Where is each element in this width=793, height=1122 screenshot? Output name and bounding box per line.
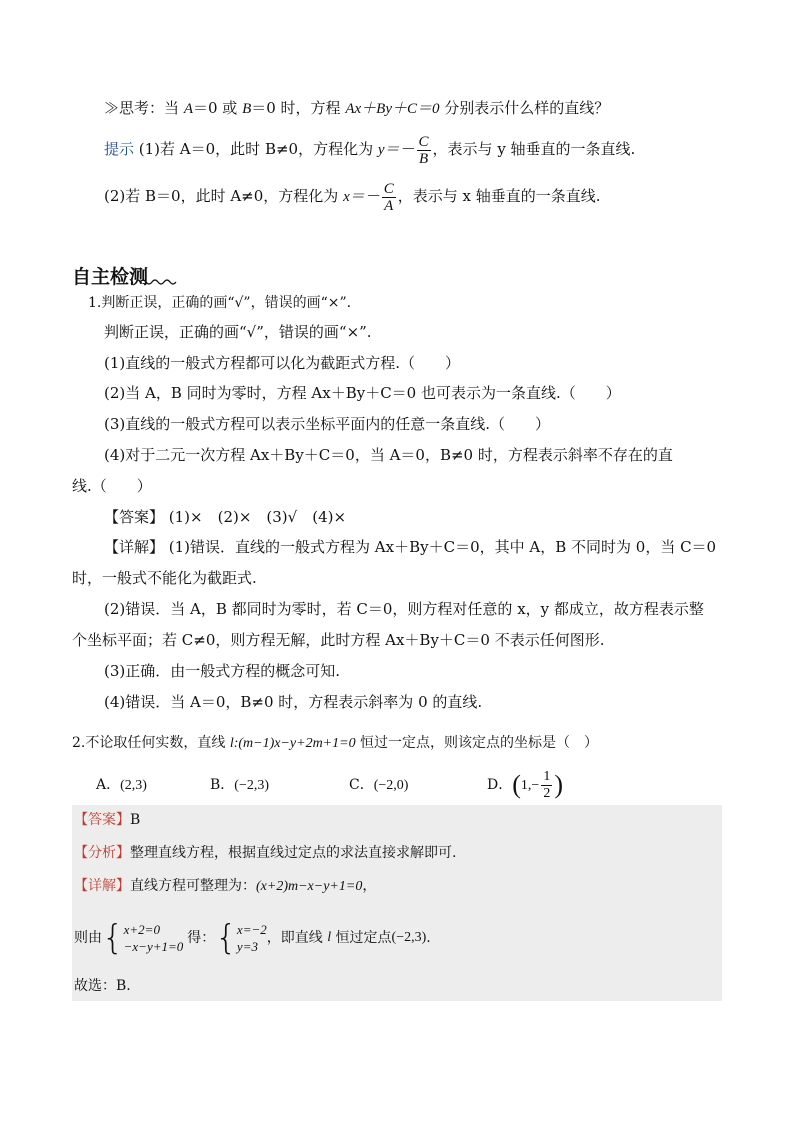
think-line [104, 98, 609, 119]
option-label: C． [349, 777, 374, 793]
fraction-denominator: B [418, 150, 429, 167]
equation-system-2 [237, 921, 267, 955]
fraction-denominator: A [384, 197, 394, 214]
answer-label: 【答案】 [74, 812, 130, 828]
system-text: 恒过定点 [331, 930, 392, 946]
q1-item-1: (1)直线的一般式方程都可以化为截距式方程.（ ） [104, 354, 461, 372]
q1-detail-3: (3)正确．由一般式方程的概念可知. [104, 662, 341, 680]
detail-label: 【详解】 [74, 878, 130, 894]
q2-choose: 故选：B. [74, 978, 131, 994]
system-eq: y=3 [236, 939, 258, 954]
detail-label: 【详解】 [104, 538, 165, 556]
line-var: l [327, 930, 332, 945]
q2-option-c [349, 773, 408, 798]
system-text: 则由 [74, 930, 102, 946]
equation: Ax＋By＋C＝0 [345, 101, 440, 117]
q1-item-4-cont: 线.（ ） [72, 477, 152, 495]
fraction-denominator: 2 [543, 785, 551, 801]
q1-item-2: (2)当 A，B 同时为零时，方程 Ax＋By＋C＝0 也可表示为一条直线.（ ） [104, 384, 621, 402]
option-label: D． [487, 777, 513, 793]
q2-system [74, 918, 431, 958]
paren-left: ( [512, 770, 521, 799]
hint-line-1 [104, 132, 635, 167]
q2-option-b [210, 773, 269, 798]
hint-label: 提示 [104, 140, 135, 158]
hint-line-2 [104, 179, 601, 214]
think-text: 分别表示什么样的直线？ [439, 99, 610, 117]
q1-detail-2: (2)错误．当 A，B 都同时为零时，若 C＝0，则方程对任意的 x，y 都成立，故方程表示整 [104, 600, 704, 618]
answer-text: (1)× (2)× (3)√ (4)× [164, 508, 347, 526]
q2-analysis [74, 843, 456, 863]
q2-option-d [487, 768, 563, 803]
fixed-point: (−2,3) [391, 930, 427, 945]
option-value: 1,− [520, 778, 540, 793]
q1-answer [104, 507, 346, 527]
detail-text: ， [362, 878, 377, 894]
option-value: (−2,0) [373, 778, 409, 793]
q2-stem-text: 2.不论取任何实数，直线 [72, 735, 230, 751]
fraction [541, 769, 552, 802]
fraction-numerator: C [418, 133, 429, 150]
hint-text: (2)若 B＝0，此时 A≠0，方程化为 [104, 187, 344, 205]
q1-detail-2-cont: 个坐标平面；若 C≠0，则方程无解，此时方程 Ax＋By＋C＝0 不表示任何图形. [72, 631, 605, 649]
hint-text: ，表示与 x 轴垂直的一条直线. [397, 187, 601, 205]
var-b: B [242, 101, 252, 117]
brace-icon: { [215, 918, 237, 958]
section-heading: 自主检测 [72, 266, 149, 288]
q2-stem-text: 恒过一定点，则该定点的坐标是（ ） [355, 735, 599, 751]
fraction-numerator: C [383, 180, 394, 197]
q1-detail-4: (4)错误．当 A＝0，B≠0 时，方程表示斜率为 0 的直线. [104, 693, 483, 711]
think-label: 思考： [119, 99, 165, 117]
paren-right: ) [554, 770, 563, 799]
analysis-text: 整理直线方程，根据直线过定点的求法直接求解即可. [130, 845, 457, 861]
think-marker: ≫ [104, 99, 120, 117]
q1-instruction: 判断正误，正确的画“√”，错误的画“×”. [104, 323, 372, 341]
q1-item-4: (4)对于二元一次方程 Ax＋By＋C＝0，当 A＝0，B≠0 时，方程表示斜率不存在的直 [104, 446, 673, 464]
system-eq: x+2=0 [123, 922, 160, 937]
hint-eq: y＝－ [377, 142, 415, 158]
analysis-label: 【分析】 [74, 845, 130, 861]
var-a: A [183, 101, 193, 117]
fraction [382, 181, 396, 214]
q1-item-3: (3)直线的一般式方程可以表示坐标平面内的任意一条直线.（ ） [104, 415, 551, 433]
think-text: ＝0 时，方程 [251, 99, 346, 117]
fraction [417, 134, 431, 167]
answer-text: B [130, 812, 141, 828]
detail-text: 直线方程可整理为： [130, 878, 256, 894]
option-value: (2,3) [120, 778, 147, 793]
q2-equation: l:(m−1)x−y+2m+1=0 [229, 736, 356, 751]
system-text: . [426, 930, 431, 946]
answer-label: 【答案】 [104, 508, 165, 526]
think-text: 当 [164, 99, 184, 117]
hint-text: ，表示与 y 轴垂直的一条直线. [432, 140, 636, 158]
equation-system-1 [124, 921, 184, 955]
q2-stem [72, 733, 598, 754]
q2-option-a [96, 773, 147, 798]
system-eq: x=−2 [236, 922, 267, 937]
think-text: ＝0 或 [192, 99, 243, 117]
q1-detail-1 [104, 537, 716, 557]
system-text: ，即直线 [266, 930, 328, 946]
system-eq: −x−y+1=0 [123, 939, 184, 954]
q2-answer [74, 810, 140, 830]
brace-icon: { [102, 918, 124, 958]
detail-equation: (x+2)m−x−y+1=0 [256, 879, 363, 894]
detail-text: (1)错误．直线的一般式方程为 Ax＋By＋C＝0，其中 A，B 不同时为 0，当 C＝0 [164, 538, 717, 556]
solution-box [72, 805, 722, 1001]
q1-stem: 1.判断正误，正确的画“√”，错误的画“×”. [88, 295, 352, 311]
system-text: 得： [187, 930, 216, 946]
hint-text: (1)若 A＝0，此时 B≠0，方程化为 [134, 140, 378, 158]
option-label: B． [210, 777, 235, 793]
q2-detail [74, 876, 376, 897]
q1-detail-1-cont: 时，一般式不能化为截距式. [72, 569, 257, 587]
wavy-underline [140, 278, 178, 286]
hint-eq: x＝－ [343, 189, 380, 205]
option-label: A． [96, 777, 121, 793]
option-value: (−2,3) [234, 778, 270, 793]
fraction-numerator: 1 [543, 768, 551, 784]
